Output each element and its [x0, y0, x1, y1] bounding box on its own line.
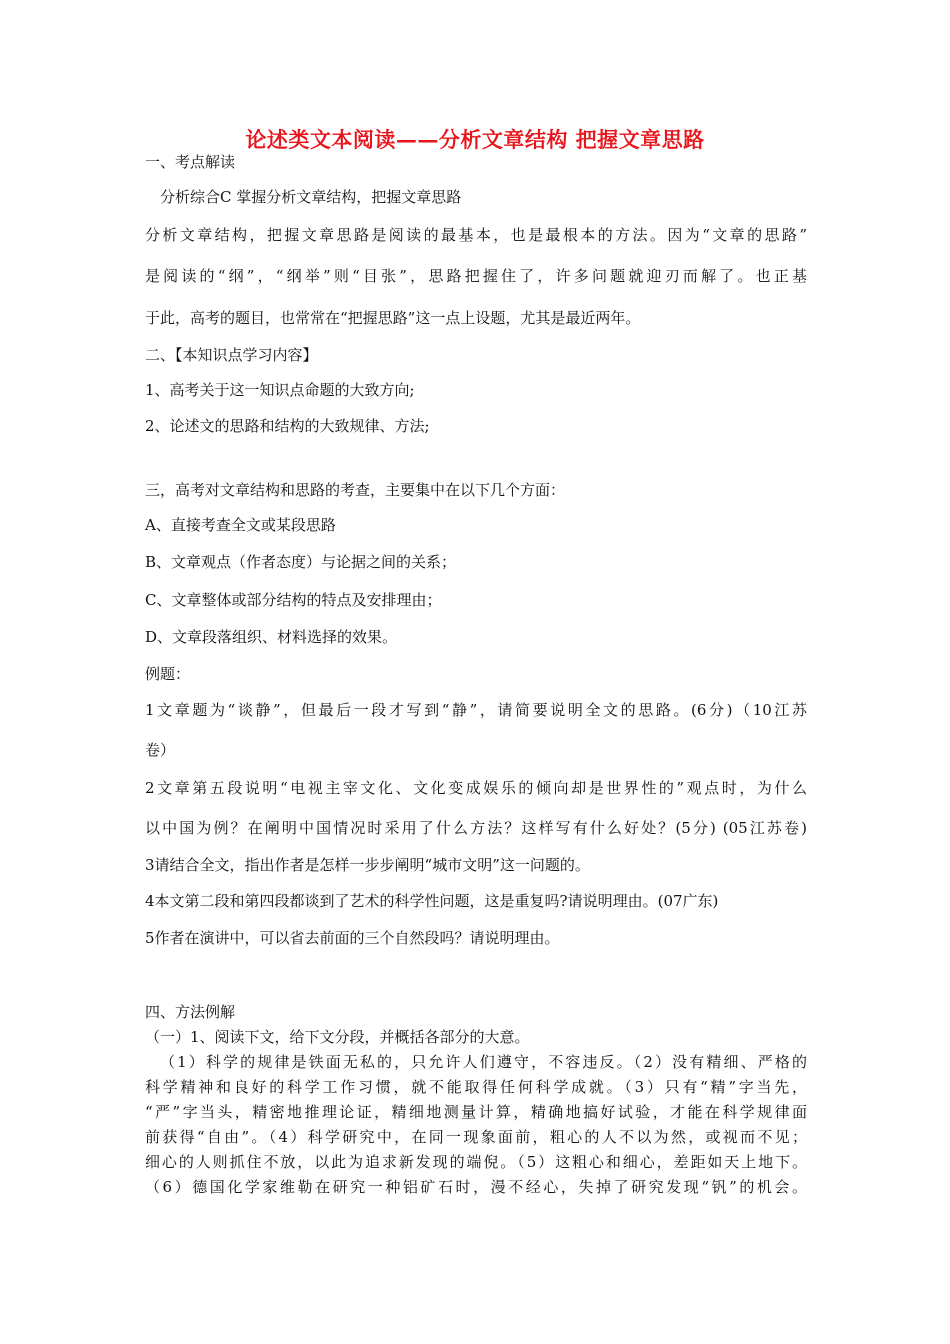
list-item: 1、高考关于这一知识点命题的大致方向;	[145, 381, 415, 399]
passage-line: “严”字当头，精密地推理论证，精细地测量计算，精确地搞好试验，才能在科学规律面	[145, 1103, 807, 1121]
exam-point: 分析综合C 掌握分析文章结构，把握文章思路	[160, 188, 462, 206]
passage-line: 科学精神和良好的科学工作习惯，就不能取得任何科学成就。（3）只有“精”字当先，	[145, 1078, 807, 1096]
list-item: 2、论述文的思路和结构的大致规律、方法;	[145, 417, 430, 435]
document-title: 论述类文本阅读——分析文章结构 把握文章思路	[245, 127, 705, 152]
section-heading-1: 一、考点解读	[145, 153, 236, 171]
list-item: A、直接考查全文或某段思路	[145, 516, 336, 534]
example-question: 3请结合全文，指出作者是怎样一步步阐明“城市文明”这一问题的。	[145, 856, 590, 874]
section-heading-3: 三，高考对文章结构和思路的考查，主要集中在以下几个方面：	[145, 481, 566, 499]
list-item: D、文章段落组织、材料选择的效果。	[145, 628, 398, 646]
example-question: 4本文第二段和第四段都谈到了艺术的科学性问题，这是重复吗?请说明理由。(07广东)	[145, 892, 719, 910]
example-question: 卷）	[145, 741, 176, 759]
exercise-instruction: （一）1、阅读下文，给下文分段，并概括各部分的大意。	[145, 1028, 530, 1046]
paragraph-line: 是阅读的“纲”，“纲举”则“目张”，思路把握住了，许多问题就迎刃而解了。也正基	[145, 267, 807, 285]
example-question: 1文章题为“谈静”，但最后一段才写到“静”，请简要说明全文的思路。(6分)（10江苏	[145, 701, 807, 719]
paragraph-line: 分析文章结构，把握文章思路是阅读的最基本，也是最根本的方法。因为“文章的思路”	[145, 226, 807, 244]
passage-line: 前获得“自由”。（4）科学研究中，在同一现象面前，粗心的人不以为然，或视而不见；	[145, 1128, 807, 1146]
passage-line: 细心的人则抓住不放，以此为追求新发现的端倪。（5）这粗心和细心，差距如天上地下。	[145, 1153, 807, 1171]
example-question: 以中国为例？在阐明中国情况时采用了什么方法？这样写有什么好处？(5分) (05江苏卷)	[145, 819, 807, 837]
passage-line: （1）科学的规律是铁面无私的，只允许人们遵守，不容违反。（2）没有精细、严格的	[160, 1053, 807, 1071]
list-item: C、文章整体或部分结构的特点及安排理由；	[145, 591, 442, 609]
example-question: 5作者在演讲中，可以省去前面的三个自然段吗？请说明理由。	[145, 929, 560, 947]
section-heading-4: 四、方法例解	[145, 1003, 236, 1021]
passage-line: （6）德国化学家维勒在研究一种铝矿石时，漫不经心，失掉了研究发现“钒”的机会。	[145, 1178, 807, 1196]
examples-heading: 例题：	[145, 665, 191, 683]
example-question: 2文章第五段说明“电视主宰文化、文化变成娱乐的倾向却是世界性的”观点时，为什么	[145, 779, 807, 797]
section-heading-2: 二、【本知识点学习内容】	[145, 346, 318, 364]
paragraph-line: 于此，高考的题目，也常常在“把握思路”这一点上设题，尤其是最近两年。	[145, 309, 641, 327]
list-item: B、文章观点（作者态度）与论据之间的关系；	[145, 553, 457, 571]
